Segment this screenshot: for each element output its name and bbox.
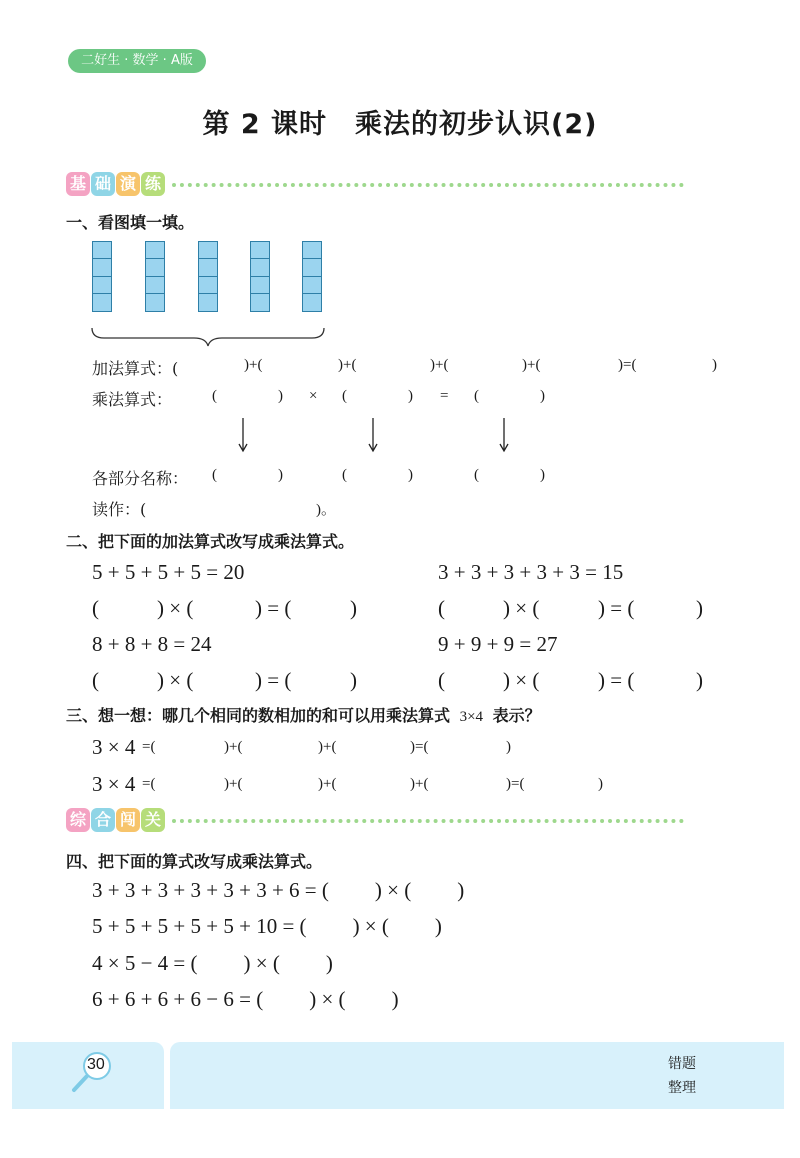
q2-item: 8 + 8 + 8 = 24 — [92, 632, 212, 656]
page-number: 30 — [87, 1056, 105, 1073]
add-blank-sep: )+( — [244, 357, 263, 373]
q4-sep: ) — [391, 987, 399, 1011]
names-part: ( — [212, 467, 217, 483]
block-cell — [92, 241, 112, 260]
q2-blank-mid: ) × ( — [157, 668, 194, 692]
names-part: ) — [278, 467, 283, 483]
block-cell — [302, 258, 322, 277]
q4-expr: 4 × 5 − 4 = ( — [92, 951, 198, 975]
q2-blank-close: ) — [696, 596, 703, 620]
q2-item: 5 + 5 + 5 + 5 = 20 — [92, 560, 245, 584]
block-column — [302, 242, 322, 312]
q4-sep: ) — [325, 951, 333, 975]
section-divider-dots — [172, 183, 684, 187]
block-cell — [145, 241, 165, 260]
block-cell — [145, 293, 165, 312]
q4-item — [92, 951, 333, 976]
block-cell — [250, 293, 270, 312]
q2-blank-open: ( — [92, 596, 99, 620]
block-cell — [92, 258, 112, 277]
block-cell — [92, 276, 112, 295]
q4-sep: ) × ( — [352, 914, 389, 938]
block-cell — [302, 293, 322, 312]
q4-expr: 6 + 6 + 6 + 6 − 6 = ( — [92, 987, 264, 1011]
q2-blank-eq: ) = ( — [598, 596, 635, 620]
block-cell — [302, 241, 322, 260]
q3-sep: )+( — [318, 739, 337, 755]
q2-blank-open: ( — [438, 668, 445, 692]
block-column — [145, 242, 165, 312]
section-divider-dots — [172, 819, 684, 823]
q3-sep: )=( — [410, 739, 429, 755]
tag-char: 演 — [116, 172, 140, 196]
mul-part: = — [440, 388, 449, 404]
names-label: 各部分名称： — [92, 469, 189, 488]
block-cell — [250, 276, 270, 295]
block-cell — [198, 276, 218, 295]
q3-sep: )+( — [224, 739, 243, 755]
block-column — [92, 242, 112, 312]
q2-blank-eq: ) = ( — [598, 668, 635, 692]
q2-blank-open: ( — [438, 596, 445, 620]
brace-under-blocks — [90, 326, 326, 348]
add-blank-sep: )=( — [618, 357, 637, 373]
read-label: 读作：( — [92, 500, 147, 519]
q3-sep: )+( — [410, 776, 429, 792]
error-collection-label: 整理 — [668, 1080, 696, 1096]
q4-expr: 3 + 3 + 3 + 3 + 3 + 3 + 6 = ( — [92, 878, 329, 902]
block-cell — [198, 241, 218, 260]
add-blank-sep: )+( — [522, 357, 541, 373]
series-badge: 二好生 · 数学 · A版 — [68, 49, 206, 73]
block-cell — [250, 258, 270, 277]
page-title: 第 2 课时 乘法的初步认识(2) — [202, 109, 598, 140]
block-cell — [250, 241, 270, 260]
add-label: 加法算式：( — [92, 359, 179, 378]
tag-char: 合 — [91, 808, 115, 832]
q2-blank-eq: ) = ( — [255, 596, 292, 620]
q2-item: 9 + 9 + 9 = 27 — [438, 632, 558, 656]
block-cell — [198, 293, 218, 312]
q2-heading: 二、把下面的加法算式改写成乘法算式。 — [66, 532, 355, 551]
q3-expr: 3 × 4 — [92, 772, 136, 796]
block-cell — [92, 293, 112, 312]
down-arrows — [236, 416, 516, 456]
q4-item — [92, 914, 442, 939]
q3-sep: ) — [598, 776, 603, 792]
block-column — [198, 242, 218, 312]
block-cell — [302, 276, 322, 295]
block-cell — [145, 276, 165, 295]
names-part: ) — [540, 467, 545, 483]
q4-sep: ) — [457, 878, 465, 902]
mul-part: × — [309, 388, 318, 404]
add-blank-sep: )+( — [338, 357, 357, 373]
q4-expr: 5 + 5 + 5 + 5 + 5 + 10 = ( — [92, 914, 307, 938]
q2-blank-close: ) — [350, 596, 357, 620]
tag-char: 练 — [141, 172, 165, 196]
q3-heading — [66, 703, 541, 726]
q2-blank-close: ) — [350, 668, 357, 692]
q2-item: 3 + 3 + 3 + 3 + 3 = 15 — [438, 560, 624, 584]
q4-heading: 四、把下面的算式改写成乘法算式。 — [66, 852, 323, 871]
names-part: ( — [342, 467, 347, 483]
mul-part: ) — [408, 388, 413, 404]
q2-blank-mid: ) × ( — [157, 596, 194, 620]
q3-sep: )=( — [506, 776, 525, 792]
tag-char: 础 — [91, 172, 115, 196]
q4-sep: ) × ( — [309, 987, 346, 1011]
add-blank-sep: )+( — [430, 357, 449, 373]
q4-item — [92, 987, 399, 1012]
tag-char: 综 — [66, 808, 90, 832]
q3-heading-end: 表示？ — [492, 706, 541, 725]
q4-sep: ) × ( — [374, 878, 412, 902]
q4-sep: ) × ( — [243, 951, 280, 975]
q3-heading-text: 三、想一想：哪几个相同的数相加的和可以用乘法算式 — [66, 706, 451, 725]
block-cell — [145, 258, 165, 277]
q3-sep: )+( — [224, 776, 243, 792]
q2-blank-close: ) — [696, 668, 703, 692]
mul-part: ( — [342, 388, 347, 404]
q3-sep: =( — [142, 739, 156, 755]
block-column — [250, 242, 270, 312]
mul-part: ( — [474, 388, 479, 404]
add-blank-sep: ) — [712, 357, 717, 373]
q3-heading-math: 3×4 — [459, 709, 484, 725]
tag-char: 基 — [66, 172, 90, 196]
block-cell — [198, 258, 218, 277]
q3-sep: )+( — [318, 776, 337, 792]
q2-blank-mid: ) × ( — [503, 668, 540, 692]
q3-expr: 3 × 4 — [92, 735, 136, 759]
q3-sep: ) — [506, 739, 511, 755]
section-tag-comprehensive — [66, 808, 165, 834]
q2-blank-open: ( — [92, 668, 99, 692]
mul-part: ) — [540, 388, 545, 404]
q4-sep: ) — [434, 914, 442, 938]
q2-blank-mid: ) × ( — [503, 596, 540, 620]
names-part: ( — [474, 467, 479, 483]
q1-heading: 一、看图填一填。 — [66, 213, 195, 232]
tag-char: 关 — [141, 808, 165, 832]
section-tag-basic — [66, 172, 165, 198]
q3-sep: =( — [142, 776, 156, 792]
tag-char: 闯 — [116, 808, 140, 832]
read-end: )。 — [316, 502, 336, 518]
mul-part: ) — [278, 388, 283, 404]
mul-part: ( — [212, 388, 217, 404]
q2-blank-eq: ) = ( — [255, 668, 292, 692]
q4-item — [92, 878, 464, 903]
error-collection-label: 错题 — [668, 1056, 696, 1072]
mul-label: 乘法算式： — [92, 390, 173, 409]
names-part: ) — [408, 467, 413, 483]
